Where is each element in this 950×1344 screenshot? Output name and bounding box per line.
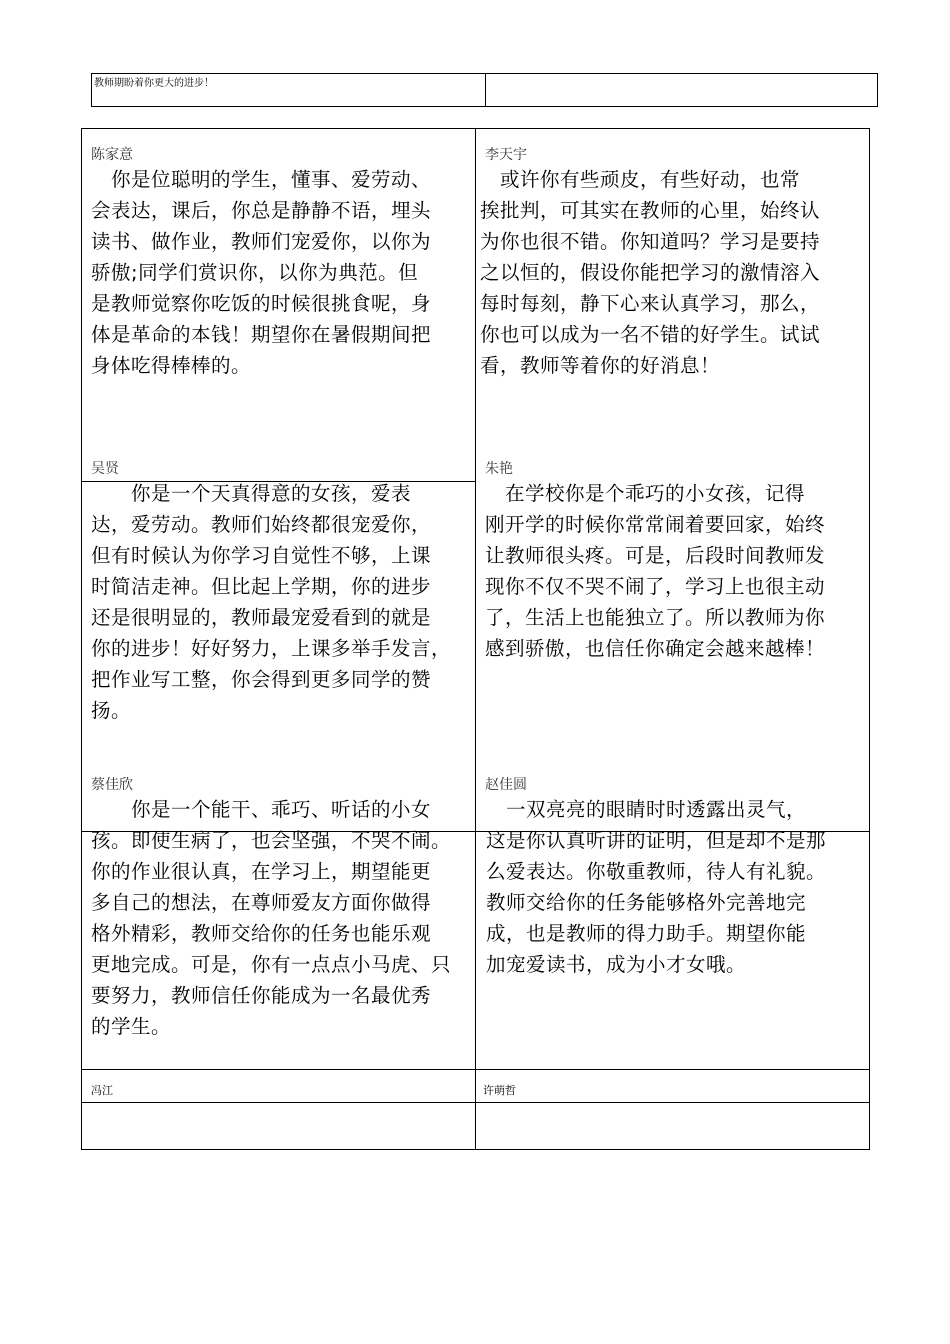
student-name: 许萌哲 bbox=[483, 1084, 516, 1097]
student-name: 吴贤 bbox=[91, 461, 119, 477]
comment-line: 更地完成。可是，你有一点点小马虎、只 bbox=[91, 953, 452, 976]
comment-line: 你的作业很认真，在学习上，期望能更 bbox=[91, 860, 432, 883]
student-name: 朱艳 bbox=[485, 461, 513, 477]
comment-line: 成，也是教师的得力助手。期望你能 bbox=[486, 922, 807, 945]
student-name: 李天宇 bbox=[485, 147, 527, 163]
top-left-cell-text: 教师期盼着你更大的进步！ bbox=[94, 78, 214, 89]
comment-line: 但有时候认为你学习自觉性不够，上课 bbox=[91, 544, 432, 567]
comment-line: 要努力，教师信任你能成为一名最优秀 bbox=[91, 984, 432, 1007]
comment-line: 骄傲;同学们赏识你，以你为典范。但 bbox=[91, 261, 419, 284]
comment-line: 感到骄傲，也信任你确定会越来越棒！ bbox=[485, 637, 826, 660]
comment-line: 的学生。 bbox=[91, 1015, 172, 1038]
comment-block bbox=[486, 794, 826, 980]
comment-line: 你也可以成为一名不错的好学生。试试 bbox=[480, 323, 821, 346]
student-name: 蔡佳欣 bbox=[91, 777, 133, 793]
row-divider-3 bbox=[82, 1069, 869, 1070]
comment-line: 时简洁走神。但比起上学期，你的进步 bbox=[91, 575, 432, 598]
comment-line: 一双亮亮的眼睛时时透露出灵气， bbox=[486, 798, 807, 821]
comment-line: 是教师觉察你吃饭的时候很挑食呢，身 bbox=[91, 292, 432, 315]
comment-line: 看，教师等着你的好消息！ bbox=[480, 354, 721, 377]
comment-block bbox=[91, 478, 451, 726]
comment-line: 刚开学的时候你常常闹着要回家，始终 bbox=[485, 513, 826, 536]
comment-block bbox=[91, 164, 431, 381]
comment-line: 之以恒的，假设你能把学习的激情溶入 bbox=[480, 261, 821, 284]
student-name: 冯江 bbox=[91, 1084, 113, 1097]
comment-line: 每时每刻，静下心来认真学习，那么， bbox=[480, 292, 821, 315]
student-name: 陈家意 bbox=[91, 147, 133, 163]
comment-block bbox=[91, 794, 451, 1042]
comment-line: 达，爱劳动。教师们始终都很宠爱你， bbox=[91, 513, 432, 536]
comment-line: 现你不仅不哭不闹了，学习上也很主动 bbox=[485, 575, 826, 598]
comment-line: 扬。 bbox=[91, 699, 132, 722]
comment-line: 格外精彩，教师交给你的任务也能乐观 bbox=[91, 922, 432, 945]
comment-line: 挨批判，可其实在教师的心里，始终认 bbox=[480, 199, 821, 222]
comment-line: 加宠爱读书，成为小才女哦。 bbox=[486, 953, 747, 976]
column-divider bbox=[475, 129, 476, 1149]
comment-line: 这是你认真听讲的证明，但是却不是那 bbox=[486, 829, 827, 852]
comment-line: 为你也很不错。你知道吗？学习是要持 bbox=[480, 230, 821, 253]
comment-line: 读书、做作业，教师们宠爱你，以你为 bbox=[91, 230, 432, 253]
comment-line: 会表达，课后，你总是静静不语，埋头 bbox=[91, 199, 432, 222]
comment-line: 在学校你是个乖巧的小女孩，记得 bbox=[485, 482, 806, 505]
top-table bbox=[91, 73, 878, 107]
comment-block bbox=[485, 478, 825, 664]
comment-line: 你是位聪明的学生，懂事、爱劳动、 bbox=[91, 168, 432, 191]
top-table-divider bbox=[485, 74, 486, 106]
comment-line: 让教师很头疼。可是，后段时间教师发 bbox=[485, 544, 826, 567]
comment-line: 多自己的想法，在尊师爱友方面你做得 bbox=[91, 891, 432, 914]
comment-block bbox=[480, 164, 820, 381]
row-divider-4 bbox=[82, 1102, 869, 1103]
comment-line: 你是一个天真得意的女孩，爱表 bbox=[91, 482, 412, 505]
comment-line: 你是一个能干、乖巧、听话的小女 bbox=[91, 798, 432, 821]
comment-line: 把作业写工整，你会得到更多同学的赞 bbox=[91, 668, 432, 691]
comment-line: 或许你有些顽皮，有些好动，也常 bbox=[480, 168, 801, 191]
comment-line: 还是很明显的，教师最宠爱看到的就是 bbox=[91, 606, 432, 629]
comment-line: 身体吃得棒棒的。 bbox=[91, 354, 252, 377]
comment-line: 体是革命的本钱！期望你在暑假期间把 bbox=[91, 323, 432, 346]
comment-line: 孩。即使生病了，也会坚强，不哭不闹。 bbox=[91, 829, 452, 852]
comment-line: 了，生活上也能独立了。所以教师为你 bbox=[485, 606, 826, 629]
comment-line: 你的进步！好好努力，上课多举手发言， bbox=[91, 637, 452, 660]
comment-line: 教师交给你的任务能够格外完善地完 bbox=[486, 891, 807, 914]
student-name: 赵佳圆 bbox=[485, 777, 527, 793]
comment-line: 么爱表达。你敬重教师，待人有礼貌。 bbox=[486, 860, 827, 883]
